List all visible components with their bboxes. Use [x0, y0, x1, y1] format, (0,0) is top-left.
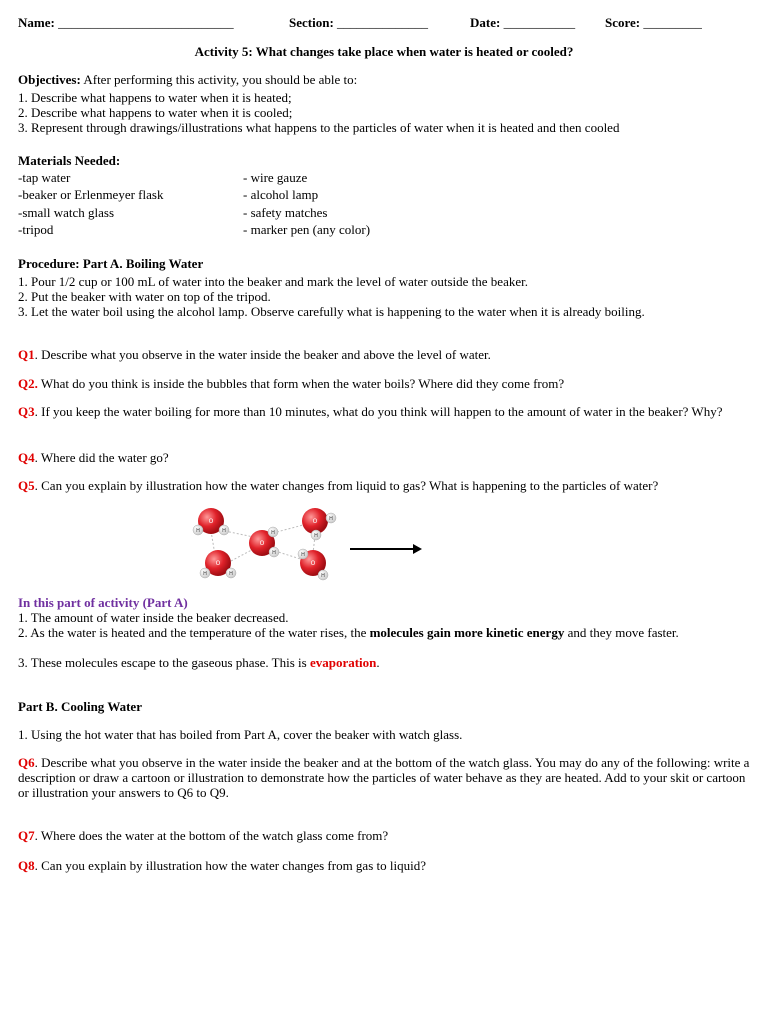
- question-q5: [18, 478, 738, 493]
- material-item: - wire gauze: [243, 170, 308, 185]
- water-molecule: [302, 508, 336, 540]
- material-item: - marker pen (any color): [243, 222, 371, 237]
- water-molecule: [200, 550, 236, 578]
- atom-label: O: [310, 560, 316, 567]
- question-text: . Describe what you observe in the water inside the beaker and above the level of water.: [34, 347, 491, 362]
- section-label: Section:: [289, 15, 334, 30]
- summary-line: [18, 625, 750, 640]
- question-q4: [18, 450, 169, 465]
- material-item: - safety matches: [243, 205, 328, 220]
- atom-label: H: [272, 550, 276, 556]
- part-b-step: 1. Using the hot water that has boiled from Part A, cover the beaker with watch glass.: [18, 727, 463, 742]
- atom-label: H: [321, 573, 325, 579]
- question-label: Q8: [18, 858, 35, 873]
- question-text: . Where did the water go?: [34, 450, 169, 465]
- question-q3: [18, 404, 750, 419]
- question-label: Q7: [18, 828, 35, 843]
- atom-label: H: [196, 528, 200, 534]
- question-q1: [18, 347, 491, 362]
- atom-label: H: [329, 516, 333, 522]
- objectives-label: Objectives:: [18, 72, 81, 87]
- water-molecule: [249, 527, 279, 557]
- summary-line: [18, 655, 380, 670]
- question-label: Q6: [18, 755, 35, 770]
- objective-item: 3. Represent through drawings/illustrations what happens to the particles of water when it is heated and then cooled: [18, 120, 620, 135]
- summary-text: and they move faster.: [564, 625, 679, 640]
- atom-label: O: [215, 560, 221, 567]
- materials-label: Materials Needed:: [18, 153, 121, 168]
- arrow-right-icon: [350, 544, 422, 554]
- water-molecules-illustration: [185, 503, 435, 585]
- name-label: Name:: [18, 15, 55, 30]
- question-text: . Where does the water at the bottom of the watch glass come from?: [34, 828, 389, 843]
- summary-text: 3. These molecules escape to the gaseous phase. This is: [18, 655, 310, 670]
- question-q8: [18, 858, 426, 873]
- question-text: . Describe what you observe in the water inside the beaker and at the bottom of the watch glass. You may do any of the following: write a description or draw a cartoon or illustration to demonstrate how the particles of water behave as they are heated. Add to your skit or cartoon or illustration your answers to Q6 to Q9.: [18, 755, 750, 800]
- question-q7: [18, 828, 388, 843]
- question-q2: [18, 376, 564, 391]
- procedure-a-label: Procedure: Part A. Boiling Water: [18, 256, 204, 271]
- water-molecule: [298, 549, 328, 580]
- material-item: -beaker or Erlenmeyer flask: [18, 187, 164, 202]
- atom-label: H: [222, 528, 226, 534]
- activity-title: Activity 5: What changes take place when water is heated or cooled?: [194, 44, 574, 59]
- atom-label: O: [259, 540, 265, 547]
- part-b-label: Part B. Cooling Water: [18, 699, 142, 714]
- water-molecule: [193, 508, 229, 535]
- atom-label: H: [271, 530, 275, 536]
- summary-text: 2. As the water is heated and the temperature of the water rises, the: [18, 625, 370, 640]
- material-item: -small watch glass: [18, 205, 115, 220]
- objective-item: 1. Describe what happens to water when it is heated;: [18, 90, 292, 105]
- score-label: Score:: [605, 15, 641, 30]
- atom-label: O: [208, 518, 214, 525]
- procedure-step: 1. Pour 1/2 cup or 100 mL of water into the beaker and mark the level of water outside the beaker.: [18, 274, 528, 289]
- question-label: Q4: [18, 450, 35, 465]
- question-text: . Can you explain by illustration how the water changes from liquid to gas? What is happening to the particles of water?: [34, 478, 659, 493]
- atom-label: H: [314, 533, 318, 539]
- summary-a-heading: In this part of activity (Part A): [18, 595, 188, 610]
- date-label: Date:: [470, 15, 501, 30]
- atom-label: H: [229, 571, 233, 577]
- score-blank: _________: [643, 15, 702, 30]
- score-field: [605, 15, 702, 31]
- section-field: [289, 15, 428, 31]
- summary-line: 1. The amount of water inside the beaker decreased.: [18, 610, 289, 625]
- procedure-step: 2. Put the beaker with water on top of the tripod.: [18, 289, 271, 304]
- question-text: . Can you explain by illustration how the water changes from gas to liquid?: [34, 858, 426, 873]
- summary-bold: molecules gain more kinetic energy: [369, 625, 565, 640]
- objectives-intro: [18, 72, 357, 87]
- material-item: -tripod: [18, 222, 54, 237]
- question-label: Q5: [18, 478, 35, 493]
- atom-label: H: [301, 552, 305, 558]
- atom-label: H: [203, 571, 207, 577]
- question-text: What do you think is inside the bubbles that form when the water boils? Where did they come from?: [37, 376, 565, 391]
- name-blank: ___________________________: [58, 15, 234, 30]
- evaporation-term: evaporation: [309, 655, 377, 670]
- section-blank: ______________: [337, 15, 429, 30]
- objective-item: 2. Describe what happens to water when it is cooled;: [18, 105, 293, 120]
- procedure-step: 3. Let the water boil using the alcohol lamp. Observe carefully what is happening to the water when it is already boiling.: [18, 304, 645, 319]
- date-field: [470, 15, 575, 31]
- date-blank: ___________: [503, 15, 576, 30]
- name-field: [18, 15, 234, 31]
- question-label: Q2.: [18, 376, 38, 391]
- summary-text: .: [376, 655, 380, 670]
- question-label: Q1: [18, 347, 35, 362]
- atom-label: O: [312, 518, 318, 525]
- question-q6: [18, 755, 750, 800]
- question-label: Q3: [18, 404, 35, 419]
- material-item: -tap water: [18, 170, 71, 185]
- material-item: - alcohol lamp: [243, 187, 319, 202]
- objectives-intro-text: After performing this activity, you should be able to:: [80, 72, 358, 87]
- question-text: . If you keep the water boiling for more than 10 minutes, what do you think will happen to the amount of water in the beaker? Why?: [34, 404, 723, 419]
